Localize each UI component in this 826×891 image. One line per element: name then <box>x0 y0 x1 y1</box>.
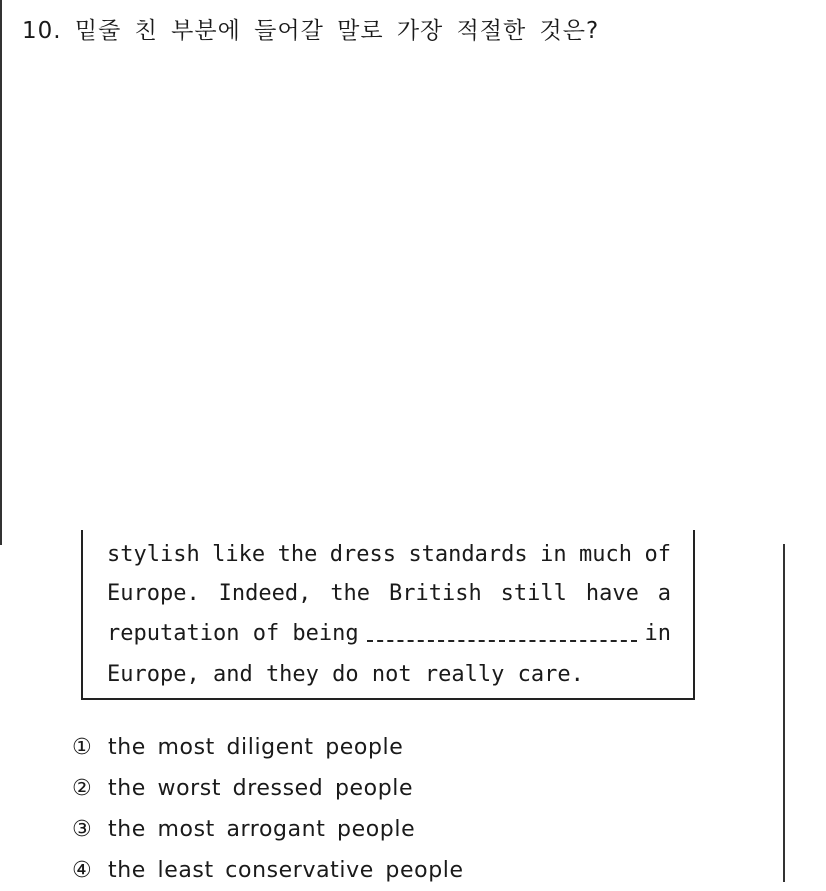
passage-word: dress <box>329 541 396 567</box>
passage-word: have <box>585 580 639 606</box>
passage-line-3 <box>107 613 671 653</box>
passage-box <box>81 530 695 700</box>
passage-text: reputation of being <box>107 620 359 646</box>
passage-word: a <box>657 580 671 606</box>
option-text: the most arrogant people <box>108 817 416 842</box>
passage-line-1 <box>107 534 671 574</box>
option-marker: ④ <box>72 858 93 883</box>
passage-word: stylish <box>107 541 200 567</box>
passage-text: Europe, and they do not really care. <box>107 661 584 687</box>
option-marker: ② <box>72 776 93 801</box>
question-title: 10. 밑줄 친 부분에 들어갈 말로 가장 적절한 것은? <box>22 18 600 44</box>
answer-blank <box>367 624 637 642</box>
option-2[interactable] <box>72 768 464 809</box>
passage-word: of <box>644 541 671 567</box>
passage-line-4 <box>107 654 671 694</box>
passage-word: still <box>500 580 567 606</box>
passage-word: standards <box>408 541 528 567</box>
left-page-rule <box>0 0 2 545</box>
option-text: the least conservative people <box>108 858 464 883</box>
option-text: the worst dressed people <box>108 776 414 801</box>
passage-line-2 <box>107 573 671 613</box>
passage-word: like <box>212 541 266 567</box>
option-marker: ① <box>72 735 93 760</box>
passage-word: much <box>579 541 633 567</box>
option-text: the most diligent people <box>108 735 404 760</box>
option-marker: ③ <box>72 817 93 842</box>
passage-word: Indeed, <box>218 580 312 606</box>
passage-text: in <box>644 620 671 646</box>
passage-word: the <box>277 541 318 567</box>
passage-word: in <box>540 541 567 567</box>
option-1[interactable] <box>72 727 464 768</box>
passage-word: Europe. <box>107 580 200 606</box>
answer-options <box>72 727 464 891</box>
option-3[interactable] <box>72 809 464 850</box>
passage-word: the <box>330 580 371 606</box>
right-page-rule <box>783 544 785 882</box>
passage-word: British <box>389 580 482 606</box>
option-4[interactable] <box>72 850 464 891</box>
